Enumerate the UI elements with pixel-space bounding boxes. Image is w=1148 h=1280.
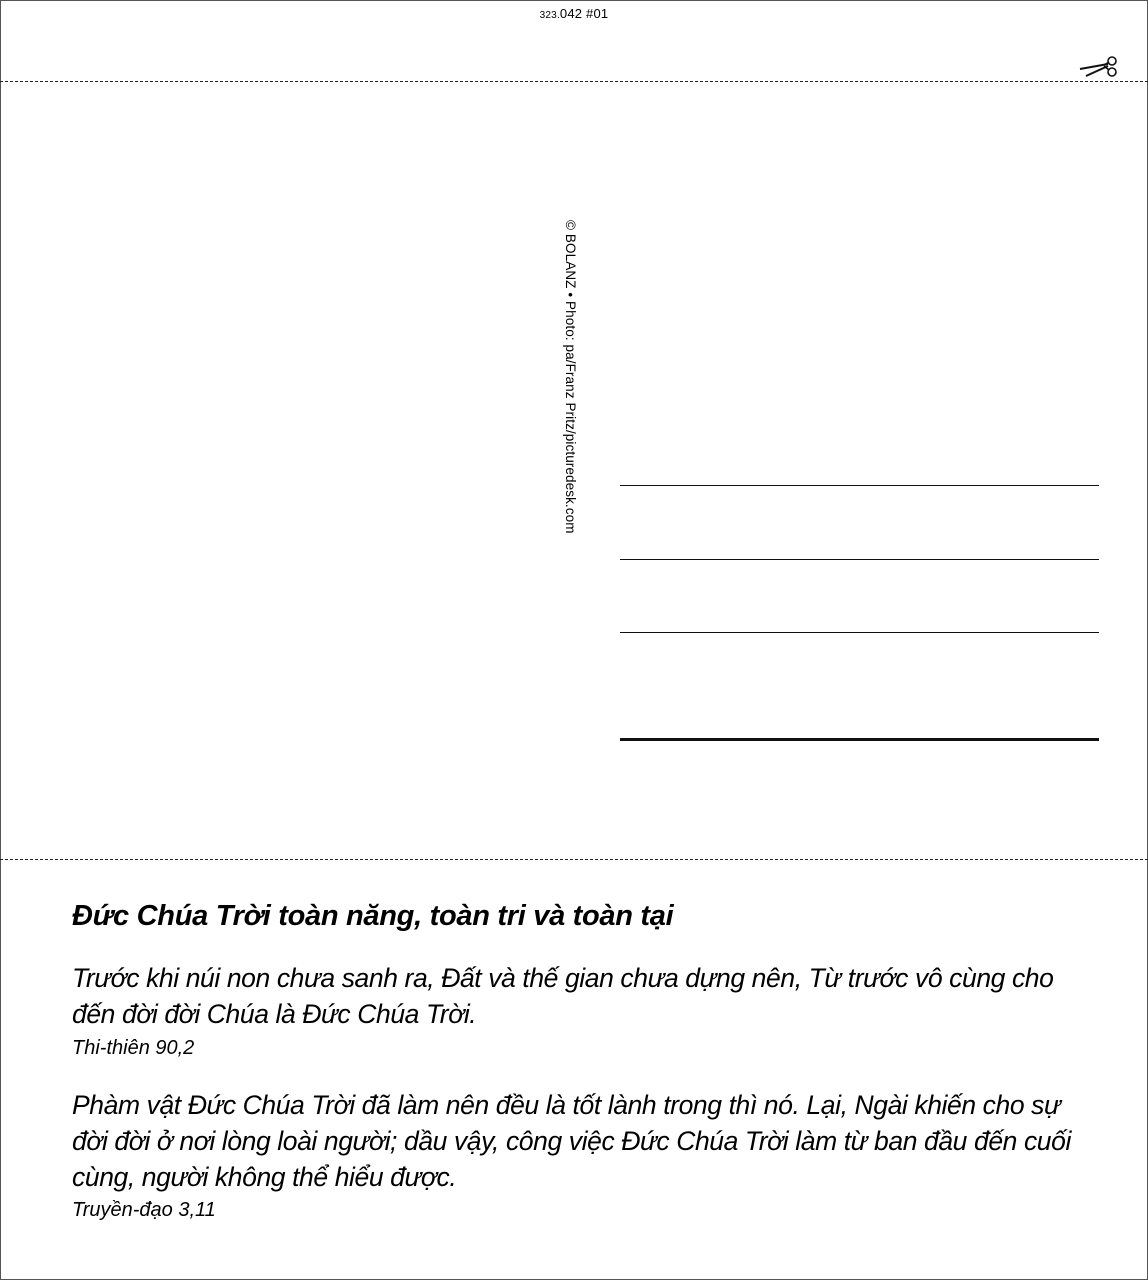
address-line[interactable]: [620, 632, 1099, 633]
photo-credit: © BOLANZ • Photo: pa/Franz Pritz/picturedesk.com: [563, 220, 578, 534]
verse-text: Phàm vật Đức Chúa Trời đã làm nên đều là tốt lành trong thì nó. Lại, Ngài khiến cho sự đời đời ở nơi lòng loài người; dầu vậy, công việc Đức Chúa Trời làm từ ban đầu đến cuối cùng, người không thể hiểu được.: [72, 1090, 1071, 1192]
card-title: Đức Chúa Trời toàn năng, toàn tri và toàn tại: [72, 900, 674, 932]
address-line-last[interactable]: [620, 738, 1099, 741]
verse-text: Trước khi núi non chưa sanh ra, Đất và thế gian chưa dựng nên, Từ trước vô cùng cho đến đời đời Chúa là Đức Chúa Trời.: [72, 963, 1054, 1029]
product-code: [0, 6, 1148, 21]
address-line[interactable]: [620, 559, 1099, 560]
address-line[interactable]: [620, 485, 1099, 486]
product-code-prefix: 323.: [539, 10, 560, 21]
cut-line-bottom: [0, 859, 1148, 860]
scissors-icon: [1078, 52, 1120, 84]
verse-reference: Truyền-đạo 3,11: [72, 1199, 216, 1221]
product-code-suffix: 042 #01: [559, 6, 609, 21]
cut-line-top: [0, 81, 1148, 82]
verse-reference: Thi-thiên 90,2: [72, 1037, 195, 1059]
